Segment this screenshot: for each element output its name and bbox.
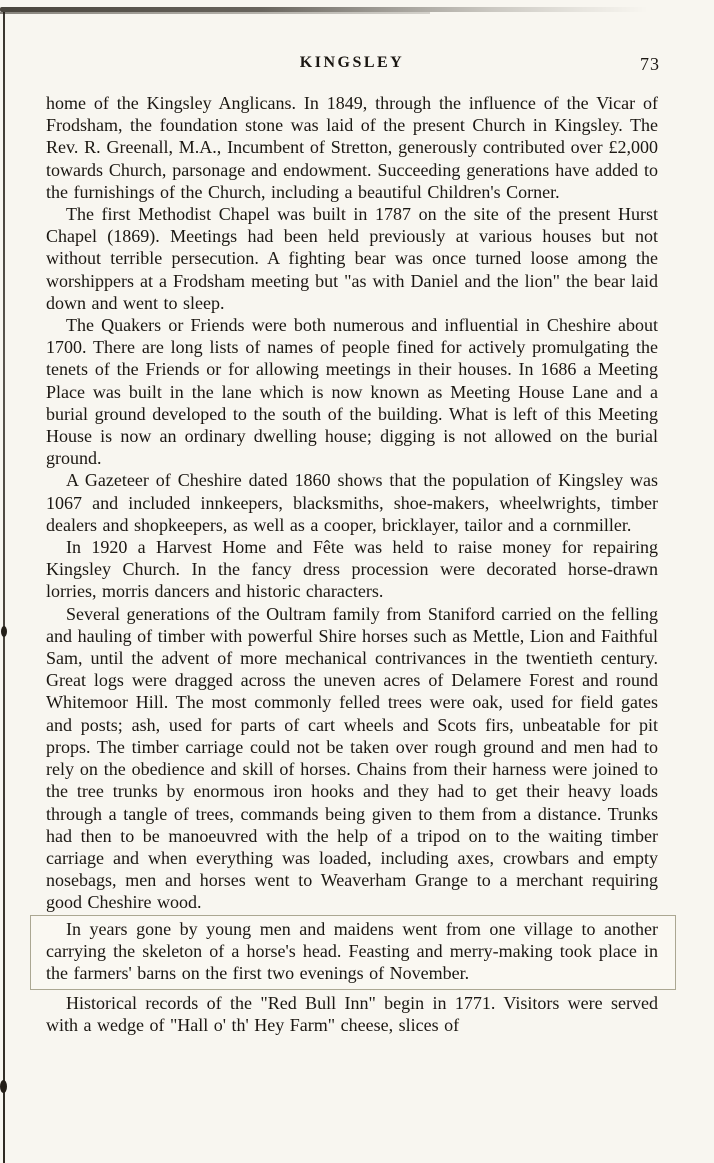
boxed-paragraph: In years gone by young men and maidens went from one village to another carrying the skeleton of a horse's head. Feasting and merry-making took place in the farmers' barns on the first two evenings of November. <box>46 918 658 983</box>
body-paragraph: Historical records of the "Red Bull Inn" begin in 1771. Visitors were served with a wedge of "Hall o' th' Hey Farm" cheese, slices of <box>46 993 658 1036</box>
highlight-box <box>30 915 676 991</box>
body-paragraph: Several generations of the Oultram family from Staniford carried on the felling and hauling of timber with powerful Shire horses such as Mettle, Lion and Faithful Sam, until the advent of more mechanical contrivances in the twentieth century. Great logs were dragged across the uneven acres of Delamere Forest and round Whitemoor Hill. The most commonly felled trees were oak, used for field gates and posts; ash, used for parts of cart wheels and Scots firs, unbeatable for pit props. The timber carriage could not be taken over rough ground and men had to rely on the obedience and skill of horses. Chains from their harness were joined to the tree trunks by enormous iron hooks and they had to get their heavy loads through a tangle of trees, commands being given to them from a distance. Trunks had then to be manoeuvred with the help of a tripod on to the waiting timber carriage and when everything was loaded, including axes, crowbars and empty nosebags, men and horses went to Weaverham Grange to a merchant requiring good Cheshire wood. <box>46 603 658 913</box>
text-column <box>46 54 658 1037</box>
page-title: KINGSLEY <box>299 54 405 71</box>
body-paragraph-continuation: home of the Kingsley Anglicans. In 1849, through the influence of the Vicar of Frodsham, the foundation stone was laid of the present Church in Kingsley. The Rev. R. Greenall, M.A., Incumbent of Stretton, generously contributed over £2,000 towards Church, parsonage and endowment. Succeeding generations have added to the furnishings of the Church, including a beautiful Children's Corner. <box>46 93 658 202</box>
body-paragraph: The Quakers or Friends were both numerous and influential in Cheshire about 1700. There are long lists of names of people fined for actively promulgating the tenets of the Friends or for allowing meetings in their houses. In 1686 a Meeting Place was built in the lane which is now known as Meeting House Lane and a burial ground developed to the south of the building. What is left of this Meeting House is now an ordinary dwelling house; digging is not allowed on the burial ground. <box>46 315 658 469</box>
scan-artifact-top-edge-thin <box>0 12 430 14</box>
scan-artifact-spine-line <box>3 12 5 1163</box>
body-paragraph: In 1920 a Harvest Home and Fête was held to raise money for repairing Kingsley Church. In the fancy dress procession were decorated horse-drawn lorries, morris dancers and historic characters. <box>46 537 658 602</box>
page-number: 73 <box>640 54 660 74</box>
scan-artifact-ink-blob <box>0 1080 7 1093</box>
running-header <box>46 54 658 78</box>
body-paragraph: A Gazeteer of Cheshire dated 1860 shows that the population of Kingsley was 1067 and included innkeepers, blacksmiths, shoe-makers, wheelwrights, timber dealers and shopkeepers, as well as a cooper, bricklayer, tailor and a cornmiller. <box>46 470 658 535</box>
scan-artifact-ink-blob <box>1 626 7 637</box>
body-paragraph: The first Methodist Chapel was built in 1787 on the site of the present Hurst Chapel (1869). Meetings had been held previously at various houses but not without terrible persecution. A fighting bear was once turned loose among the worshippers at a Frodsham meeting but "as with Daniel and the lion" the bear laid down and went to sleep. <box>46 204 658 313</box>
